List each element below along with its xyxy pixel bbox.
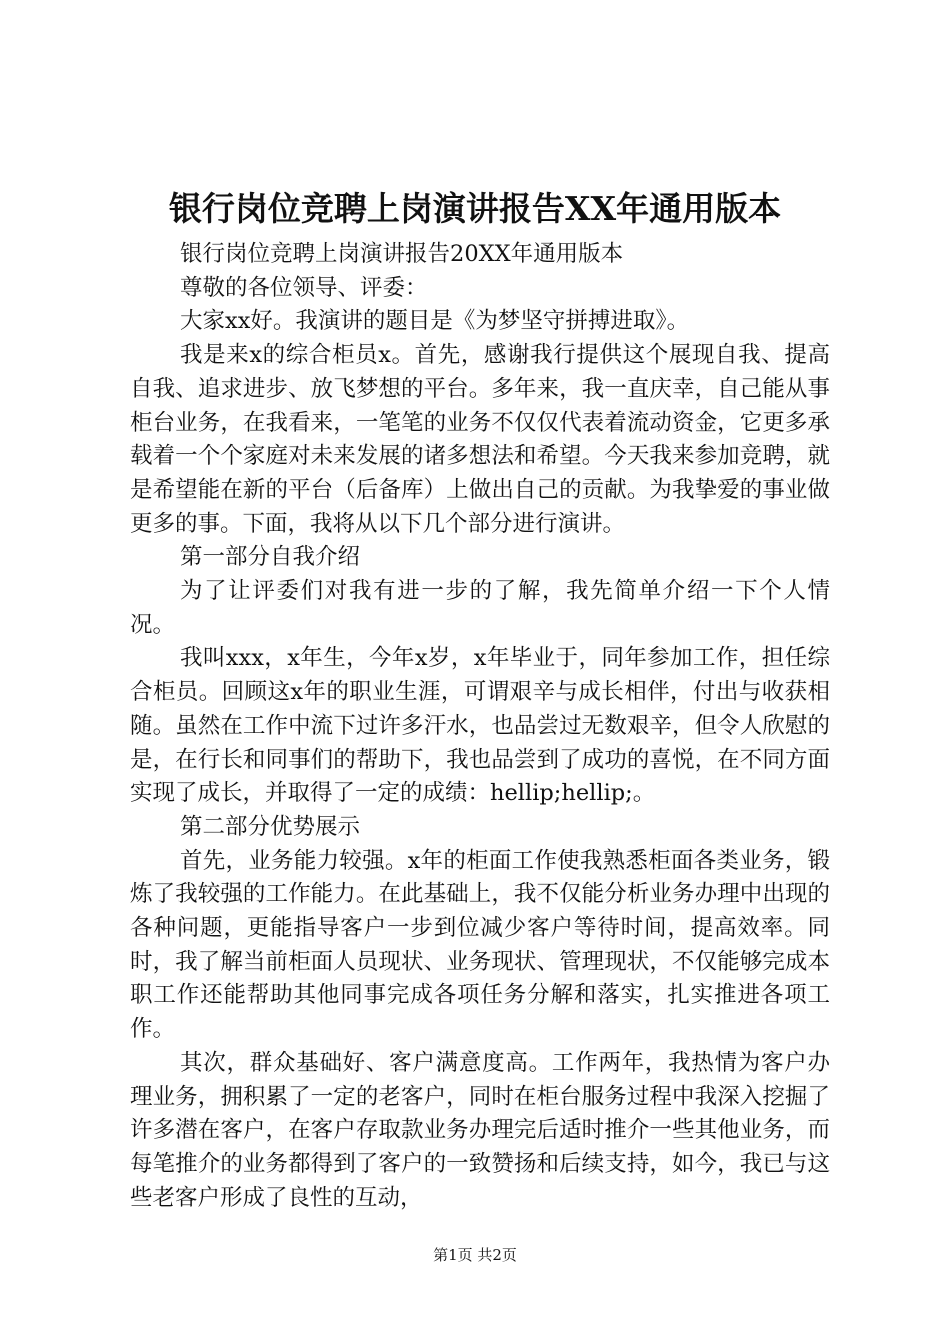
document-title: 银行岗位竞聘上岗演讲报告XX年通用版本 [168,189,782,228]
paragraph-self-intro-lead: 为了让评委们对我有进一步的了解，我先简单介绍一下个人情况。 [130,578,830,638]
paragraph-strength-two: 其次，群众基础好、客户满意度高。工作两年，我热情为客户办理业务，拥积累了一定的老客户，同时在柜台服务过程中我深入挖掘了许多潜在客户，在客户存取款业务办理完后适时推介一些其他业务，而每笔推介的业务都得到了客户的一致赞扬和后续支持，如今，我已与这些老客户形成了良性的互动， [130,1049,830,1211]
paragraph-introduction: 我是来x的综合柜员x。首先，感谢我行提供这个展现自我、提高自我、追求进步、放飞梦想的平台。多年来，我一直庆幸，自己能从事柜台业务，在我看来，一笔笔的业务不仅仅代表着流动资金，它更多承载着一个个家庭对未来发展的诸多想法和希望。今天我来参加竞聘，就是希望能在新的平台（后备库）上做出自己的贡献。为我挚爱的事业做更多的事。下面，我将从以下几个部分进行演讲。 [130,342,830,537]
section-heading-part-one: 第一部分自我介绍 [180,544,361,571]
section-heading-part-two: 第二部分优势展示 [180,813,361,840]
page-number-footer: 第1页 共2页 [433,1246,517,1264]
document-body [130,238,830,1215]
paragraph-strength-one: 首先，业务能力较强。x年的柜面工作使我熟悉柜面各类业务，锻炼了我较强的工作能力。在此基础上，我不仅能分析业务办理中出现的各种问题，更能指导客户一步到位减少客户等待时间，提高效率。同时，我了解当前柜面人员现状、业务现状、管理现状，不仅能够完成本职工作还能帮助其他同事完成各项任务分解和落实，扎实推进各项工作。 [130,847,830,1043]
paragraph-salutation: 尊敬的各位领导、评委： [180,274,428,301]
paragraph-greeting: 大家xx好。我演讲的题目是《为梦坚守拼搏进取》。 [180,308,690,335]
paragraph-subtitle: 银行岗位竞聘上岗演讲报告20XX年通用版本 [180,241,624,267]
paragraph-self-intro: 我叫xxx，x年生，今年x岁，x年毕业于，同年参加工作，担任综合柜员。回顾这x年的职业生涯，可谓艰辛与成长相伴，付出与收获相随。虽然在工作中流下过许多汗水，也品尝过无数艰辛，但令人欣慰的是，在行长和同事们的帮助下，我也品尝到了成功的喜悦，在不同方面实现了成长，并取得了一定的成绩：hellip;hellip;。 [130,645,830,807]
